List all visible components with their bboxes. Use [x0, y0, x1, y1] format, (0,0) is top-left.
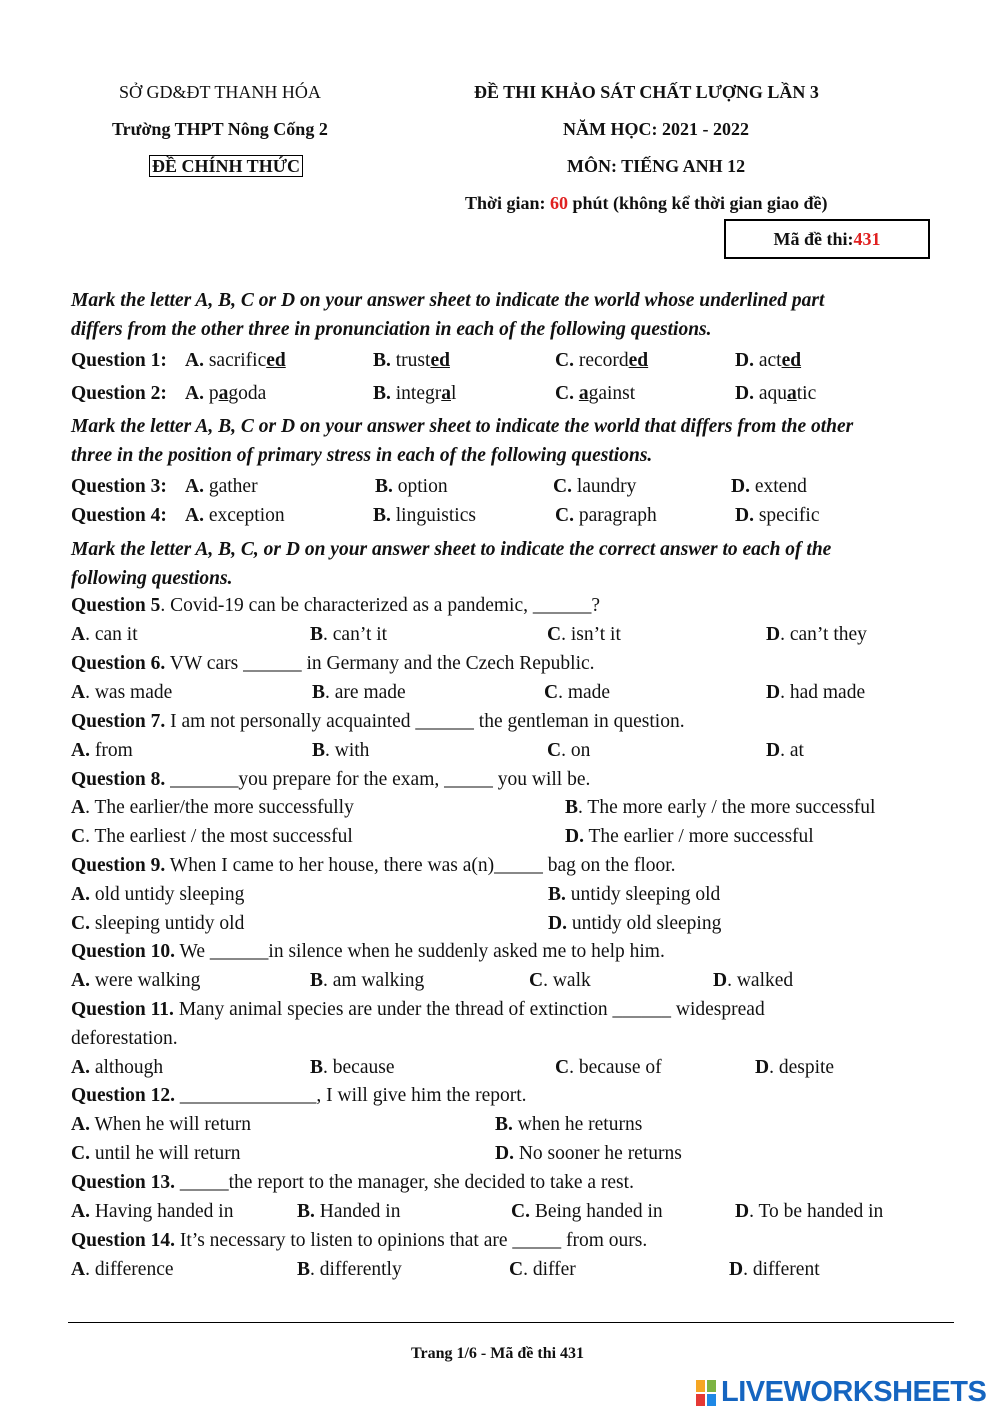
q9-option-b[interactable]: B. untidy sleeping old	[548, 884, 721, 905]
q8-option-a[interactable]: A. The earlier/the more successfully	[71, 797, 354, 818]
exam-code-box	[724, 219, 930, 259]
section2-instruction-line2: three in the position of primary stress in each of the following questions.	[71, 445, 653, 466]
q10-option-d[interactable]: D. walked	[713, 970, 794, 991]
q3-option-a[interactable]: A. gather	[185, 476, 258, 497]
q14-stem	[71, 1230, 647, 1252]
q12-option-b[interactable]: B. when he returns	[495, 1114, 643, 1135]
q13-stem	[71, 1172, 634, 1194]
q10-option-c[interactable]: C. walk	[529, 970, 591, 991]
q6-label: Question 6.	[71, 653, 166, 674]
q10-option-b[interactable]: B. am walking	[310, 970, 425, 991]
q5-option-b[interactable]: B. can’t it	[310, 624, 388, 645]
q13-option-b[interactable]: B. Handed in	[297, 1201, 401, 1222]
q10-stem	[71, 941, 665, 963]
section1-instruction-line1: Mark the letter A, B, C or D on your answer sheet to indicate the world whose underlined part	[71, 290, 825, 311]
q11-stem	[71, 999, 765, 1021]
school-year: NĂM HỌC: 2021 - 2022	[563, 119, 749, 139]
q7-option-d[interactable]: D. at	[766, 740, 804, 761]
q5-option-c[interactable]: C. isn’t it	[547, 624, 621, 645]
q8-text: _______you prepare for the exam, _____ you will be.	[165, 769, 591, 790]
q7-text: I am not personally acquainted ______ the gentleman in question.	[165, 711, 685, 732]
q5-label: Question 5	[71, 595, 161, 616]
q6-option-a[interactable]: A. was made	[71, 682, 173, 703]
q10-option-a[interactable]: A. were walking	[71, 970, 201, 991]
q8-label: Question 8.	[71, 769, 166, 790]
q12-label: Question 12.	[71, 1085, 176, 1106]
q2-option-d[interactable]: D. aquatic	[735, 383, 817, 404]
q11-option-b[interactable]: B. because	[310, 1057, 395, 1078]
q2-option-a[interactable]: A. pagoda	[185, 383, 267, 404]
q14-option-c[interactable]: C. differ	[509, 1259, 576, 1280]
q1-label: Question 1:	[71, 350, 167, 371]
q5-option-a[interactable]: A. can it	[71, 624, 138, 645]
q8-option-d[interactable]: D. The earlier / more successful	[565, 826, 814, 847]
q1-option-d[interactable]: D. acted	[735, 350, 802, 371]
code-label: Mã đề thi:	[773, 228, 854, 249]
q9-label: Question 9.	[71, 855, 166, 876]
q11-option-d[interactable]: D. despite	[755, 1057, 835, 1078]
q11-stem-continued: deforestation.	[71, 1028, 178, 1049]
q5-text: . Covid-19 can be characterized as a pandemic, ______?	[160, 595, 601, 616]
page-footer: Trang 1/6 - Mã đề thi 431	[411, 1345, 585, 1362]
q2-label: Question 2:	[71, 383, 167, 404]
q1-option-a[interactable]: A. sacrificed	[185, 350, 286, 371]
q14-option-b[interactable]: B. differently	[297, 1259, 402, 1280]
q11-text: Many animal species are under the thread of extinction ______ widespread	[173, 999, 765, 1020]
q6-option-c[interactable]: C. made	[544, 682, 611, 703]
exam-time	[465, 193, 828, 214]
q7-label: Question 7.	[71, 711, 166, 732]
code-value: 431	[853, 228, 881, 249]
q3-option-b[interactable]: B. option	[375, 476, 448, 497]
q3-option-d[interactable]: D. extend	[731, 476, 807, 497]
q6-option-d[interactable]: D. had made	[766, 682, 866, 703]
official-exam-text: ĐỀ CHÍNH THỨC	[149, 155, 303, 177]
q13-option-d[interactable]: D. To be handed in	[735, 1201, 884, 1222]
q11-option-a[interactable]: A. although	[71, 1057, 164, 1078]
q12-option-d[interactable]: D. No sooner he returns	[495, 1143, 682, 1164]
official-exam-label	[149, 156, 303, 177]
q11-option-c[interactable]: C. because of	[555, 1057, 662, 1078]
q4-option-a[interactable]: A. exception	[185, 505, 285, 526]
q14-label: Question 14.	[71, 1230, 176, 1251]
q13-text: _____the report to the manager, she decided to take a rest.	[175, 1172, 634, 1193]
q3-option-c[interactable]: C. laundry	[553, 476, 637, 497]
q5-option-d[interactable]: D. can’t they	[766, 624, 867, 645]
school-name: Trường THPT Nông Cống 2	[112, 119, 328, 139]
q7-option-c[interactable]: C. on	[547, 740, 591, 761]
q4-option-c[interactable]: C. paragraph	[555, 505, 657, 526]
department-name: SỞ GD&ĐT THANH HÓA	[119, 82, 321, 102]
time-value: 60	[550, 193, 568, 213]
subject: MÔN: TIẾNG ANH 12	[567, 156, 746, 176]
q12-option-a[interactable]: A. When he will return	[71, 1114, 251, 1135]
q9-option-c[interactable]: C. sleeping untidy old	[71, 913, 245, 934]
q7-stem	[71, 711, 685, 733]
footer-divider	[68, 1322, 954, 1323]
q10-label: Question 10.	[71, 941, 176, 962]
liveworksheets-logo-text: LIVEWORKSHEETS	[721, 1376, 987, 1408]
q9-text: When I came to her house, there was a(n)_____ bag on the floor.	[165, 855, 676, 876]
q13-option-a[interactable]: A. Having handed in	[71, 1201, 234, 1222]
q8-stem	[71, 769, 590, 791]
q1-option-c[interactable]: C. recorded	[555, 350, 649, 371]
q4-label: Question 4:	[71, 505, 167, 526]
liveworksheets-logo[interactable]	[696, 1376, 986, 1409]
exam-title: ĐỀ THI KHẢO SÁT CHẤT LƯỢNG LẦN 3	[474, 82, 819, 102]
q12-text: ______________, I will give him the report.	[175, 1085, 527, 1106]
q6-text: VW cars ______ in Germany and the Czech Republic.	[165, 653, 595, 674]
q2-option-b[interactable]: B. integral	[373, 383, 457, 404]
q14-option-d[interactable]: D. different	[729, 1259, 820, 1280]
time-label: Thời gian:	[465, 193, 550, 213]
q6-stem	[71, 653, 595, 675]
q11-label: Question 11.	[71, 999, 174, 1020]
q12-option-c[interactable]: C. until he will return	[71, 1143, 241, 1164]
time-suffix: phút (không kể thời gian giao đề)	[568, 193, 828, 213]
q1-option-b[interactable]: B. trusted	[373, 350, 450, 371]
q3-label: Question 3:	[71, 476, 167, 497]
q2-option-c[interactable]: C. against	[555, 383, 636, 404]
q7-option-a[interactable]: A. from	[71, 740, 133, 761]
q5-stem	[71, 595, 600, 617]
liveworksheets-logo-icon	[696, 1380, 718, 1406]
q12-stem	[71, 1085, 527, 1107]
q4-option-d[interactable]: D. specific	[735, 505, 820, 526]
q6-option-b[interactable]: B. are made	[312, 682, 406, 703]
q9-option-d[interactable]: D. untidy old sleeping	[548, 913, 722, 934]
section3-instruction-line2: following questions.	[71, 568, 233, 589]
q7-option-b[interactable]: B. with	[312, 740, 370, 761]
q14-text: It’s necessary to listen to opinions that are _____ from ours.	[175, 1230, 648, 1251]
q4-option-b[interactable]: B. linguistics	[373, 505, 476, 526]
q9-option-a[interactable]: A. old untidy sleeping	[71, 884, 245, 905]
q8-option-c[interactable]: C. The earliest / the most successful	[71, 826, 353, 847]
q14-option-a[interactable]: A. difference	[71, 1259, 174, 1280]
section1-instruction-line2: differs from the other three in pronunciation in each of the following questions.	[71, 319, 712, 340]
q9-stem	[71, 855, 676, 877]
q13-label: Question 13.	[71, 1172, 176, 1193]
section2-instruction-line1: Mark the letter A, B, C or D on your answer sheet to indicate the world that differs from the other	[71, 416, 854, 437]
q10-text: We ______in silence when he suddenly asked me to help him.	[175, 941, 665, 962]
q13-option-c[interactable]: C. Being handed in	[511, 1201, 663, 1222]
q8-option-b[interactable]: B. The more early / the more successful	[565, 797, 876, 818]
section3-instruction-line1: Mark the letter A, B, C, or D on your answer sheet to indicate the correct answer to each of the	[71, 539, 832, 560]
